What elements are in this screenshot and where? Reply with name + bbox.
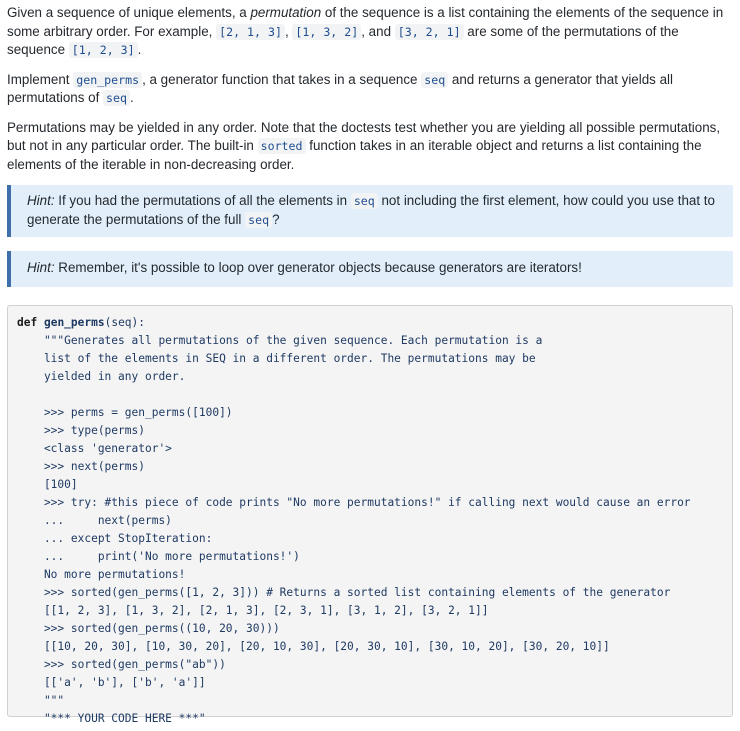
task-paragraph: Implement gen_perms , a generator function that takes in a sequence seq and returns a generator that yields all permutations of seq . <box>7 71 673 105</box>
intro-paragraph: Given a sequence of unique elements, a permutation of the sequence is a list containing the elements of the sequence in some arbitrary order. For example, [2, 1, 3] , [1, 3, 2] , and [3, 2, 1] are some of the permutations of the sequence [1, 2, 3] . <box>7 5 724 57</box>
sorted-builtin: sorted <box>258 138 306 154</box>
hint-box: Hint: If you had the permutations of all the elements in seq not including the first element, how could you use that to generate the permutations of the full seq ? <box>7 185 733 237</box>
seq-param: seq <box>351 193 378 209</box>
seq-param: seq <box>245 212 272 228</box>
seq-param: seq <box>103 90 130 106</box>
code-block <box>7 305 733 725</box>
hint-label: Hint: <box>27 193 55 208</box>
function-signature: (seq): <box>104 315 146 329</box>
def-keyword: def <box>17 315 38 329</box>
seq-param: seq <box>421 72 448 88</box>
notes-paragraph: Permutations may be yielded in any order. Note that the doctests test whether you are yielding all possible permutations, but not in any particular order. The built-in sorted function takes in an iterable object and returns a list containing the elements of the iterable in non-decreasing order. <box>7 119 721 172</box>
example-perm-2: [1, 3, 2] <box>292 24 361 40</box>
hint-label: Hint: <box>27 260 55 275</box>
permutation-term: permutation <box>250 5 322 20</box>
function-def-name: gen_perms <box>43 315 105 329</box>
example-perm-3: [3, 2, 1] <box>395 24 464 40</box>
docstring-body: """Generates all permutations of the given sequence. Each permutation is a list of the elements in SEQ in a different order. The permutations may be yielded in any order. >>> perms = gen_perms([100]) >>> type(perms) <class 'generator'> >>> next(perms) [100] >>> try: #this piece of code prints "No more permutations!" if calling next would cause an error ... next(perms) ... except StopIteration: ... print('No more permutations!') No more permutations! >>> sorted(gen_perms([1, 2, 3])) # Returns a sorted list containing elements of the generator [[1, 2, 3], [1, 3, 2], [2, 1, 3], [2, 3, 1], [3, 1, 2], [3, 2, 1]] >>> sorted(gen_perms((10, 20, 30))) [[10, 20, 30], [10, 30, 20], [20, 10, 30], [20, 30, 10], [30, 10, 20], [30, 20, 10]] >>> sorted(gen_perms("ab")) [['a', 'b'], ['b', 'a']] """ "*** YOUR CODE HERE ***" <box>43 333 691 725</box>
hint-box: Hint: Remember, it's possible to loop over generator objects because generators are iterators! <box>7 251 733 287</box>
function-name: gen_perms <box>73 72 142 88</box>
example-sequence: [1, 2, 3] <box>69 42 138 58</box>
example-perm-1: [2, 1, 3] <box>216 24 285 40</box>
